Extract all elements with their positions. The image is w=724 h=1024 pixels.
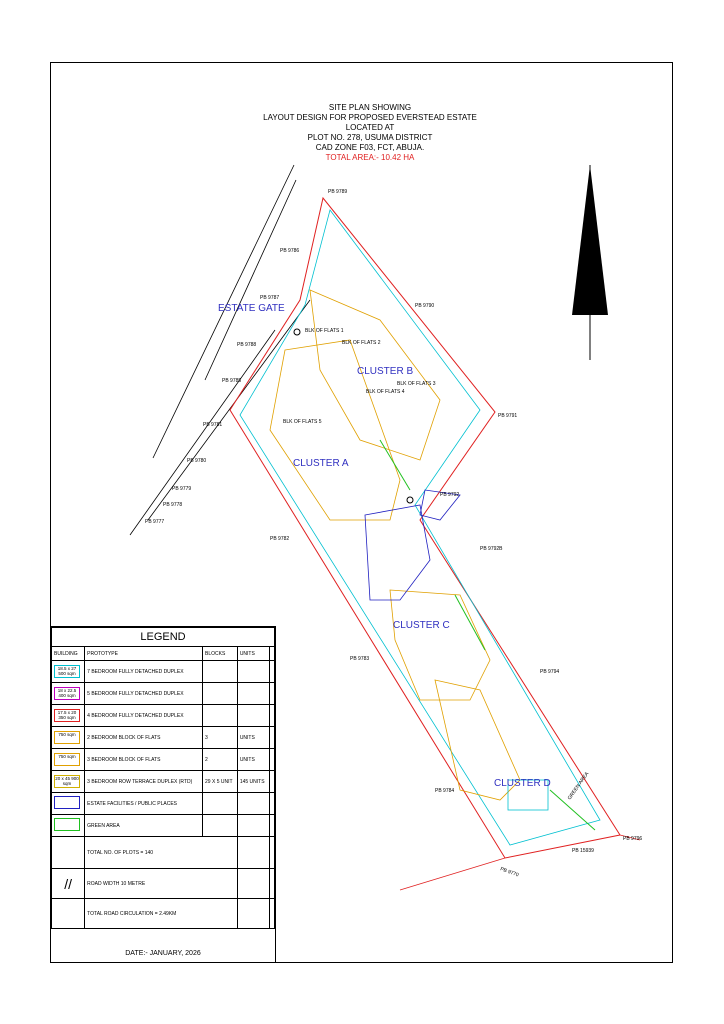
green-area [380, 440, 410, 490]
legend-title: LEGEND [52, 628, 275, 647]
legend-header: BUILDING [52, 647, 85, 661]
legend-swatch: 18 x 22.5 400 sqm [54, 687, 80, 700]
cluster-b-label: CLUSTER B [357, 366, 414, 377]
legend-header: PROTOTYPE [85, 647, 203, 661]
beacon-label: PB 9787 [260, 295, 280, 301]
flats-label: BLK OF FLATS 2 [342, 340, 381, 346]
beacon-label: PB 9770 [499, 866, 520, 879]
beacon-label: PB 9792 [440, 492, 460, 498]
beacon-label: PB 9784 [435, 788, 455, 794]
roundabout [294, 329, 300, 335]
legend-swatch: 750 sqm [54, 753, 80, 766]
legend-units: UNITS [237, 749, 269, 771]
legend-prototype: 4 BEDROOM FULLY DETACHED DUPLEX [85, 705, 203, 727]
road-line [205, 180, 296, 380]
legend-prototype: 5 BEDROOM FULLY DETACHED DUPLEX [85, 683, 203, 705]
title-line: LOCATED AT [345, 123, 395, 132]
flats-label: BLK OF FLATS 3 [397, 381, 436, 387]
legend-blocks [203, 683, 238, 705]
legend-prototype: 7 BEDROOM FULLY DETACHED DUPLEX [85, 661, 203, 683]
beacon-label: PB 9785 [222, 378, 242, 384]
road-width-icon: // [52, 869, 85, 899]
title-line: PLOT NO. 278, USUMA DISTRICT [307, 133, 433, 142]
legend-units [237, 705, 269, 727]
legend-panel [50, 626, 276, 963]
estate-gate-label: ESTATE GATE [218, 303, 285, 314]
plan-date: DATE:- JANUARY, 2026 [125, 950, 201, 957]
legend-prototype: GREEN AREA [85, 815, 203, 837]
flats-label: BLK OF FLATS 5 [283, 419, 322, 425]
beacon-label: PB 9781 [203, 422, 223, 428]
legend-swatch: 17.5 x 20 350 sqm [54, 709, 80, 722]
beacon-label: PB 9794 [540, 669, 560, 675]
legend-prototype: ESTATE FACILITIES / PUBLIC PLACES [85, 793, 203, 815]
site-boundary [230, 198, 620, 858]
legend-prototype: 3 BEDROOM BLOCK OF FLATS [85, 749, 203, 771]
cluster-d-label: CLUSTER D [494, 778, 551, 789]
beacon-label: PB 9790 [415, 303, 435, 309]
legend-blocks [203, 705, 238, 727]
legend-blocks: 29 X 5 UNIT [203, 771, 238, 793]
legend-units [237, 683, 269, 705]
beacon-label: PB 9796 [623, 836, 643, 842]
boundary-extension [400, 858, 505, 890]
beacon-label: PB 9782 [270, 536, 290, 542]
legend-road-circulation: TOTAL ROAD CIRCULATION = 2.49KM [85, 899, 238, 929]
road-line [130, 330, 275, 535]
legend-swatch [54, 818, 80, 831]
green-area [455, 595, 485, 650]
legend-blocks [203, 661, 238, 683]
flats-label: BLK OF FLATS 4 [366, 389, 405, 395]
legend-header: UNITS [237, 647, 269, 661]
legend-blocks: 2 [203, 749, 238, 771]
total-area: TOTAL AREA:- 10.42 HA [325, 153, 415, 162]
title-line: CAD ZONE F03, FCT, ABUJA. [315, 143, 425, 152]
legend-units [237, 661, 269, 683]
legend-swatch: 18.5 x 27 500 sqm [54, 665, 80, 678]
title-line: LAYOUT DESIGN FOR PROPOSED EVERSTEAD ESTATE [263, 113, 477, 122]
beacon-label: PB 9786 [280, 248, 300, 254]
beacon-label: PB 9778 [163, 502, 183, 508]
legend-swatch: 20 x 45 900 sqm [55, 776, 79, 786]
beacon-label: PB 9788 [237, 342, 257, 348]
beacon-label: PB 15939 [572, 848, 594, 854]
beacon-label: PB 9791 [498, 413, 518, 419]
beacon-label: PB 9783 [350, 656, 370, 662]
legend-road-width: ROAD WIDTH 10 METRE [85, 869, 238, 899]
beacon-label: PB 9777 [145, 519, 165, 525]
roundabout [407, 497, 413, 503]
flats-label: BLK OF FLATS 1 [305, 328, 344, 334]
beacon-label: PB 9789 [328, 189, 348, 195]
green-area-label: GREEN AREA [566, 771, 591, 802]
legend-blocks: 3 [203, 727, 238, 749]
beacon-label: PB 9779 [172, 486, 192, 492]
legend-units: UNITS [237, 727, 269, 749]
legend-swatch: 750 sqm [54, 731, 80, 744]
beacon-label: PB 9792B [480, 546, 503, 552]
legend-header: BLOCKS [203, 647, 238, 661]
legend-prototype: 3 BEDROOM ROW TERRACE DUPLEX (RTD) [85, 771, 203, 793]
cluster-c-label: CLUSTER C [393, 620, 450, 631]
legend-units: 145 UNITS [237, 771, 269, 793]
legend-total-plots: TOTAL NO. OF PLOTS = 140 [85, 837, 238, 869]
legend-prototype: 2 BEDROOM BLOCK OF FLATS [85, 727, 203, 749]
title-line: SITE PLAN SHOWING [328, 103, 412, 112]
beacon-label: PB 9780 [187, 458, 207, 464]
legend-swatch [54, 796, 80, 809]
cluster-a-label: CLUSTER A [293, 458, 349, 469]
